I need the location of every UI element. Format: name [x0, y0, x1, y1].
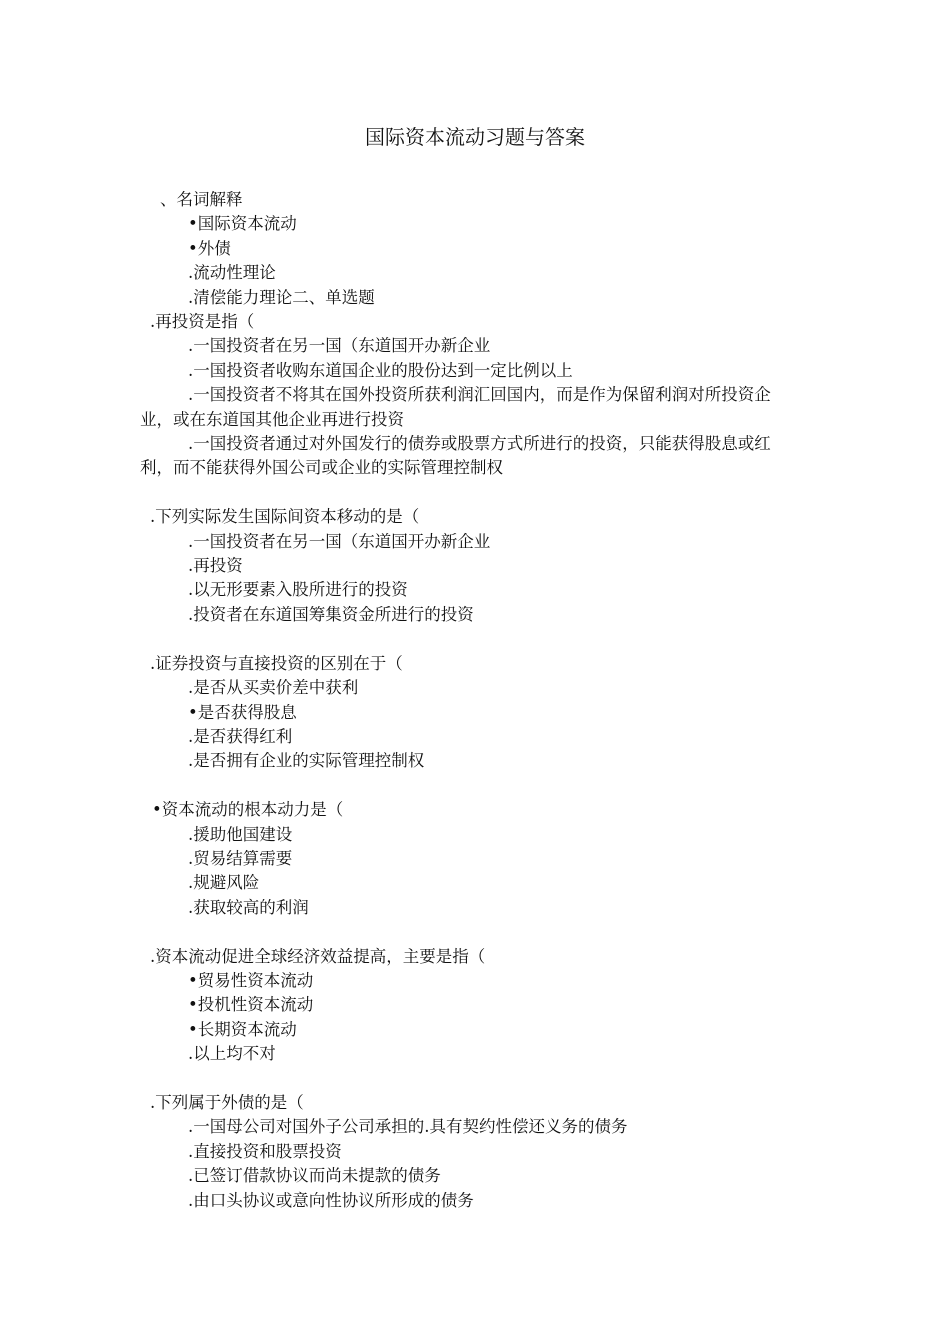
question-option: .由口头协议或意向性协议所形成的债务: [188, 1190, 474, 1210]
spacer: [140, 627, 800, 651]
question-option: .已签订借款协议而尚未提款的债务: [188, 1166, 441, 1186]
question-option: .获取较高的利润: [188, 897, 309, 917]
question-option: .一国投资者不将其在国外投资所获利润汇回国内，而是作为保留利润对所投资企业，或在东道国其他企业再进行投资: [140, 385, 771, 429]
list-item: •外债: [188, 238, 231, 258]
question-option: .是否拥有企业的实际管理控制权: [188, 751, 425, 771]
list-item: •国际资本流动: [188, 214, 297, 234]
question-stem: .资本流动促进全球经济效益提高，主要是指（: [150, 946, 486, 966]
question-option: .一国投资者收购东道国企业的股份达到一定比例以上: [188, 360, 573, 380]
question-option: •是否获得股息: [188, 702, 297, 722]
question-option: .援助他国建设: [188, 824, 293, 844]
spacer: [140, 1067, 800, 1091]
question-option: .贸易结算需要: [188, 848, 293, 868]
question-option: •长期资本流动: [188, 1019, 297, 1039]
question-stem: •资本流动的根本动力是（: [152, 800, 344, 820]
question-option: •贸易性资本流动: [188, 970, 314, 990]
spacer: [140, 481, 800, 505]
question-option: .以上均不对: [188, 1044, 276, 1064]
document-body: [140, 188, 800, 1213]
question-option: .是否获得红利: [188, 726, 293, 746]
question-stem: .再投资是指（: [150, 312, 255, 332]
question-stem: .下列属于外债的是（: [150, 1092, 304, 1112]
question-option: .一国投资者在另一国（东道国开办新企业: [188, 531, 491, 551]
question-option: .一国投资者在另一国（东道国开办新企业: [188, 336, 491, 356]
section-heading: 、名词解释: [160, 190, 243, 209]
question-option: .一国投资者通过对外国发行的债券或股票方式所进行的投资，只能获得股息或红利，而不能获得外国公司或企业的实际管理控制权: [140, 434, 771, 478]
question-stem: .下列实际发生国际间资本移动的是（: [150, 507, 420, 527]
question-option: .一国母公司对国外子公司承担的.具有契约性偿还义务的债务: [188, 1117, 628, 1137]
question-option: .以无形要素入股所进行的投资: [188, 580, 408, 600]
question-option: .是否从买卖价差中获利: [188, 678, 359, 698]
page-title: 国际资本流动习题与答案: [365, 125, 585, 149]
spacer: [140, 920, 800, 944]
list-item: .清偿能力理论二、单选题: [188, 287, 375, 307]
question-option: .直接投资和股票投资: [188, 1141, 342, 1161]
list-item: .流动性理论: [188, 263, 276, 283]
question-option: .规避风险: [188, 873, 260, 893]
question-option: •投机性资本流动: [188, 995, 314, 1015]
spacer: [140, 774, 800, 798]
question-stem: .证券投资与直接投资的区别在于（: [150, 653, 403, 673]
question-option: .再投资: [188, 556, 243, 576]
question-option: .投资者在东道国筹集资金所进行的投资: [188, 604, 474, 624]
